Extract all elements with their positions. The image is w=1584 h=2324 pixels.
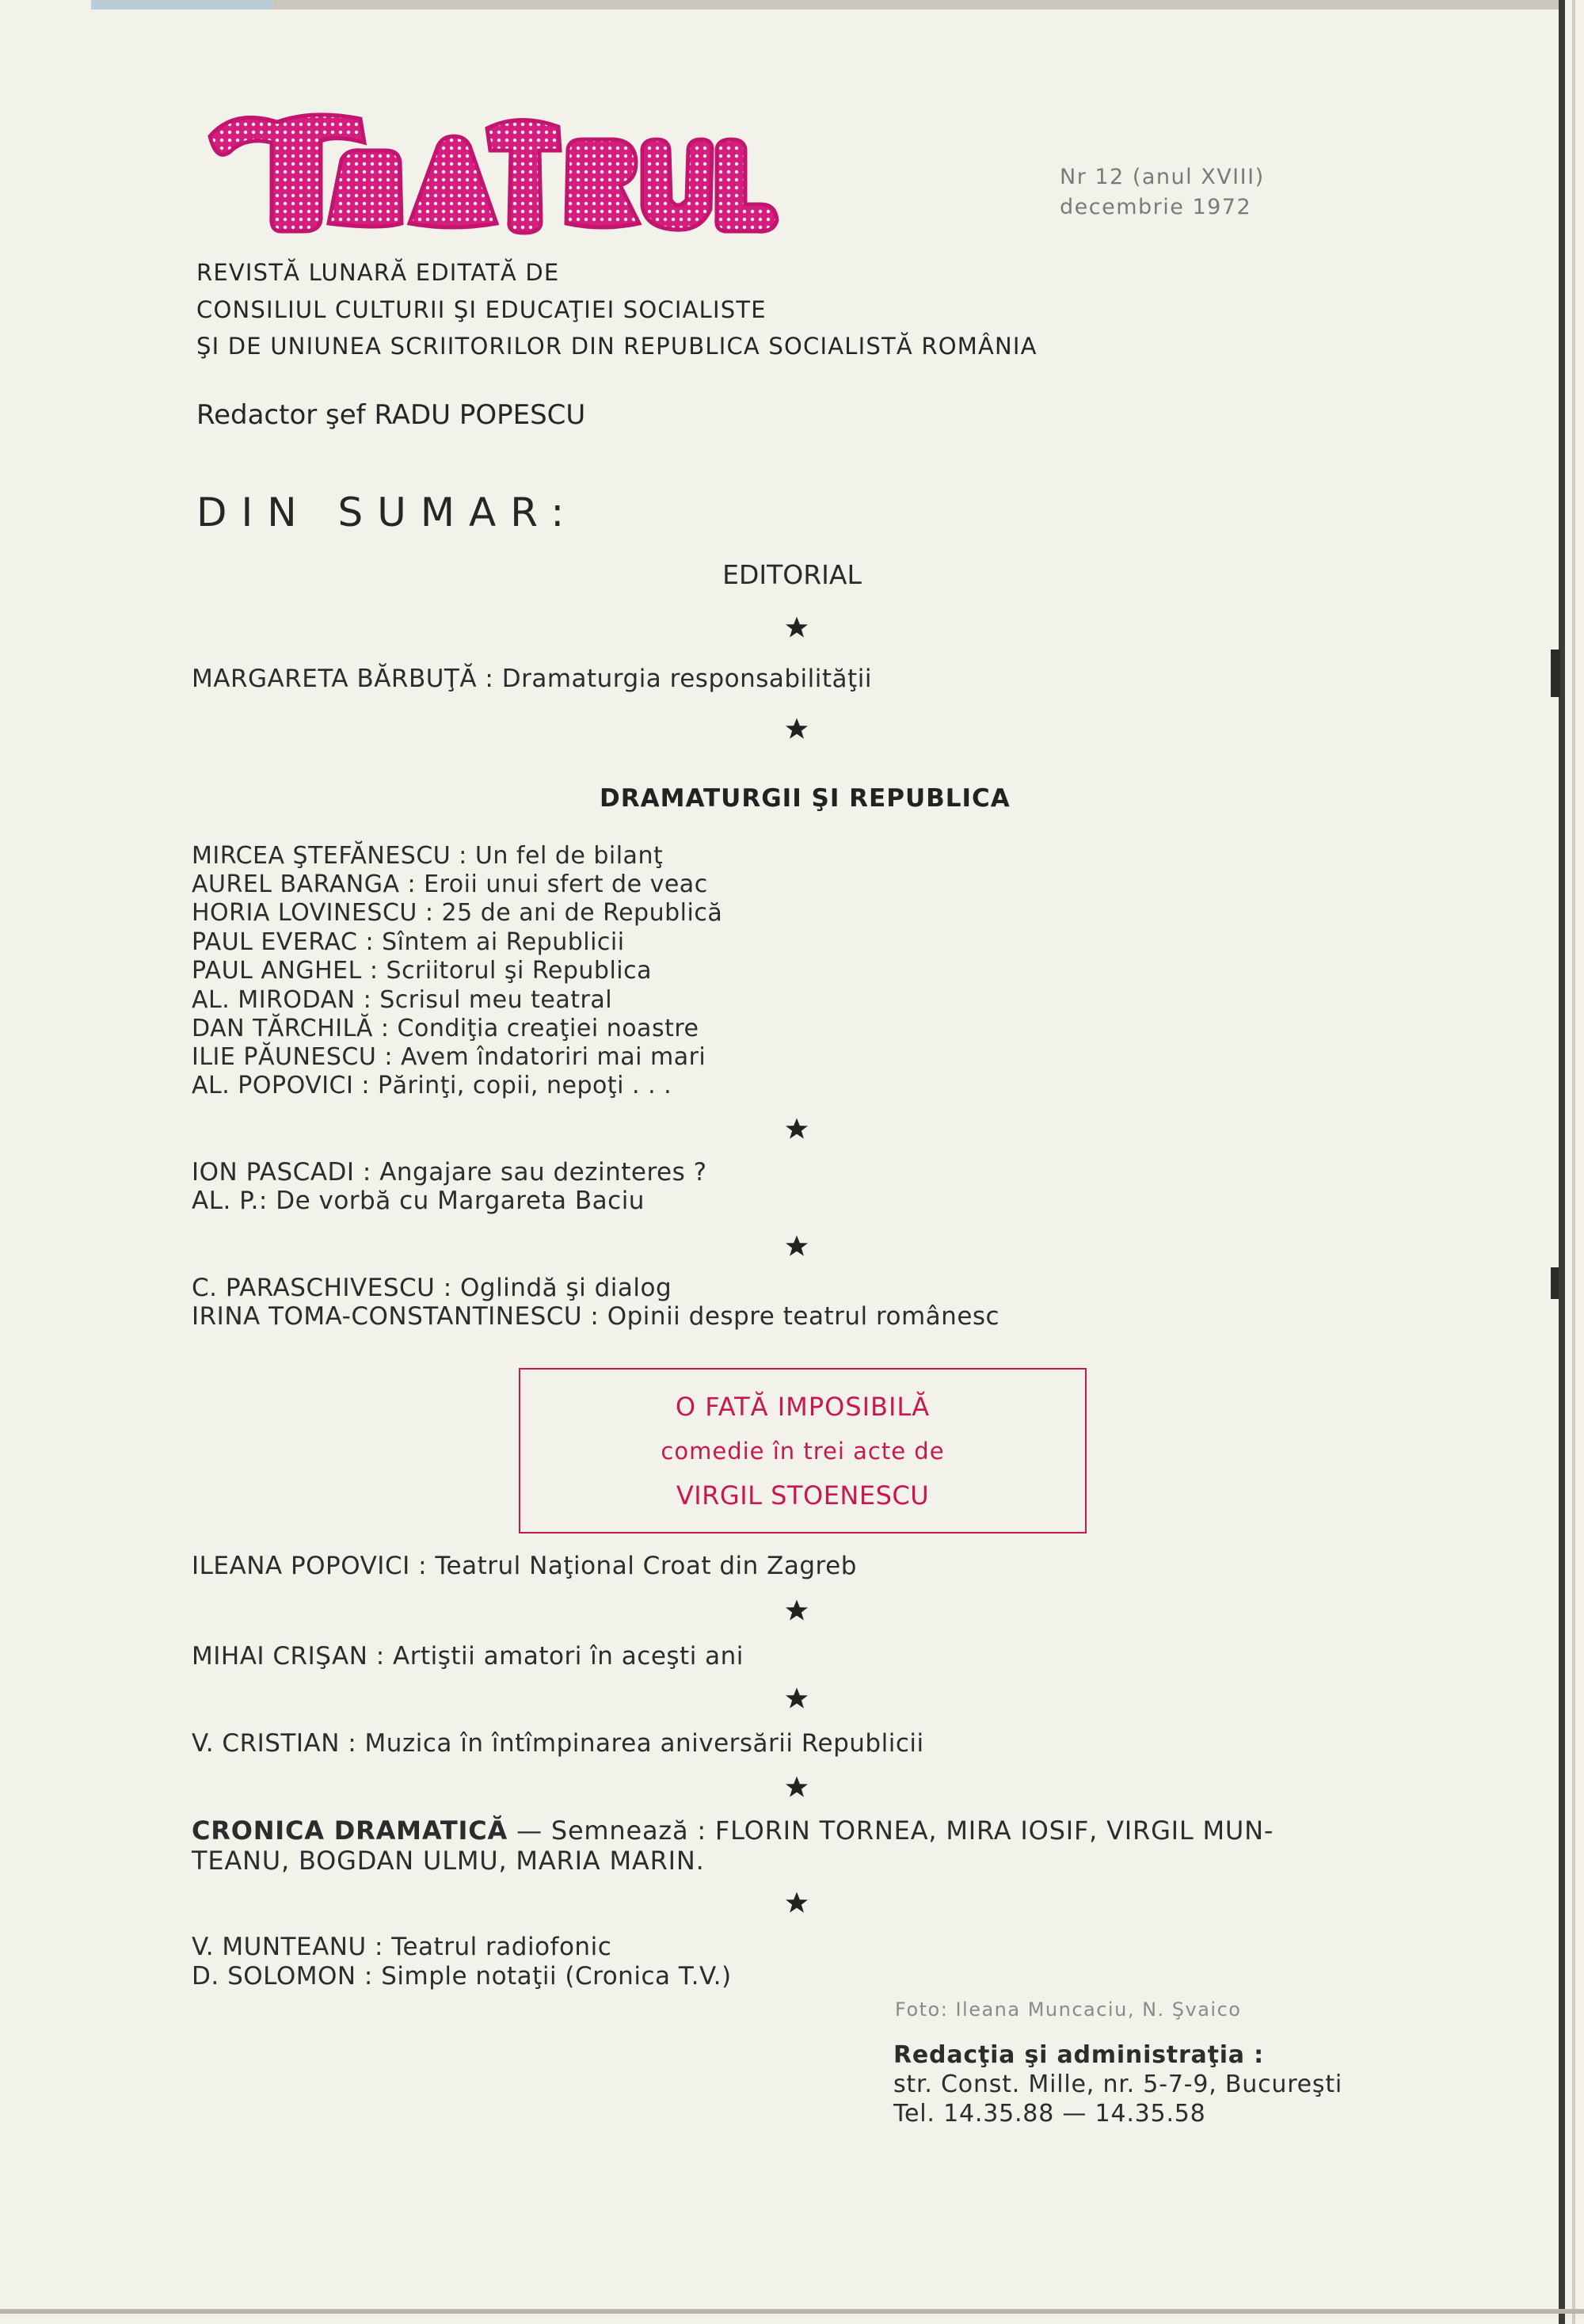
binding-mark [1551, 650, 1560, 697]
star-separator-icon [784, 1598, 809, 1623]
contents-entry: MARGARETA BĂRBUŢĂ : Dramaturgia responsabilităţii [192, 665, 872, 693]
star-separator-icon [784, 1890, 809, 1915]
star-separator-icon [784, 1774, 809, 1800]
page-right-edge-shadow [1572, 0, 1575, 2324]
star-separator-icon [784, 1116, 809, 1141]
editor-in-chief: Redactor şef RADU POPESCU [196, 399, 586, 431]
contents-entry: AUREL BARANGA : Eroii unui sfert de veac [192, 871, 708, 898]
contents-entry: ILIE PĂUNESCU : Avem îndatoriri mai mari [192, 1043, 706, 1071]
play-subtitle: comedie în trei acte de [661, 1438, 945, 1465]
contents-entry: MIHAI CRIŞAN : Artiştii amatori în aceşti ani [192, 1642, 744, 1671]
star-separator-icon [784, 716, 809, 741]
chronicle-entry [192, 1815, 1274, 1846]
publisher-line: ŞI DE UNIUNEA SCRIITORILOR DIN REPUBLICA SOCIALISTĂ ROMÂNIA [196, 333, 1038, 360]
contents-entry: V. CRISTIAN : Muzica în întîmpinarea aniversării Republicii [192, 1729, 924, 1758]
star-separator-icon [784, 1686, 809, 1711]
contents-entry: V. MUNTEANU : Teatrul radiofonic [192, 1933, 612, 1961]
section-heading: DRAMATURGII ŞI REPUBLICA [600, 784, 1011, 813]
contents-heading: DIN SUMAR: [196, 490, 579, 535]
photo-credit: Foto: Ileana Muncaciu, N. Şvaico [895, 1998, 1242, 2021]
administration-heading: Redacţia şi administraţia : [893, 2041, 1264, 2069]
chronicle-heading: CRONICA DRAMATICĂ [192, 1815, 508, 1846]
play-title: O FATĂ IMPOSIBILĂ [675, 1392, 931, 1422]
teatrul-logo [202, 105, 780, 238]
contents-entry: C. PARASCHIVESCU : Oglindă şi dialog [192, 1274, 672, 1302]
page-bottom-edge [0, 2309, 1584, 2314]
page-top-edge [91, 0, 1564, 10]
contents-entry: MIRCEA ŞTEFĂNESCU : Un fel de bilanţ [192, 842, 664, 870]
issue-number: Nr 12 (anul XVIII) [1060, 165, 1265, 189]
contents-entry: HORIA LOVINESCU : 25 de ani de Republică [192, 899, 723, 927]
contents-entry: DAN TĂRCHILĂ : Condiţia creaţiei noastre [192, 1015, 699, 1042]
chronicle-entry-continued: TEANU, BOGDAN ULMU, MARIA MARIN. [192, 1846, 705, 1876]
binding-mark [1551, 1267, 1559, 1299]
contents-entry: D. SOLOMON : Simple notaţii (Cronica T.V.) [192, 1962, 732, 1991]
contents-entry: AL. P.: De vorbă cu Margareta Baciu [192, 1187, 645, 1215]
featured-play-box [519, 1368, 1087, 1533]
publisher-line: CONSILIUL CULTURII ŞI EDUCAŢIEI SOCIALISTE [196, 296, 767, 323]
contents-entry: PAUL ANGHEL : Scriitorul şi Republica [192, 957, 652, 985]
contents-entry: AL. MIRODAN : Scrisul meu teatral [192, 986, 613, 1014]
star-separator-icon [784, 615, 809, 640]
contents-entry: ION PASCADI : Angajare sau dezinteres ? [192, 1158, 707, 1187]
page-right-edge [1559, 0, 1565, 2324]
administration-phone: Tel. 14.35.88 — 14.35.58 [893, 2100, 1206, 2128]
chronicle-byline: — Semnează : FLORIN TORNEA, MIRA IOSIF, VIRGIL MUN- [508, 1815, 1274, 1846]
page-top-accent [91, 0, 273, 10]
contents-entry: ILEANA POPOVICI : Teatrul Naţional Croat din Zagreb [192, 1552, 857, 1580]
contents-entry: AL. POPOVICI : Părinţi, copii, nepoţi . . . [192, 1072, 672, 1099]
contents-entry: PAUL EVERAC : Sîntem ai Republicii [192, 928, 625, 956]
play-author: VIRGIL STOENESCU [676, 1480, 930, 1511]
publisher-line: REVISTĂ LUNARĂ EDITATĂ DE [196, 259, 560, 286]
contents-entry: IRINA TOMA-CONSTANTINESCU : Opinii despre teatrul românesc [192, 1302, 1000, 1331]
administration-address: str. Const. Mille, nr. 5-7-9, Bucureşti [893, 2071, 1343, 2098]
star-separator-icon [784, 1233, 809, 1259]
issue-date: decembrie 1972 [1060, 195, 1252, 219]
editorial-heading: EDITORIAL [722, 559, 862, 590]
